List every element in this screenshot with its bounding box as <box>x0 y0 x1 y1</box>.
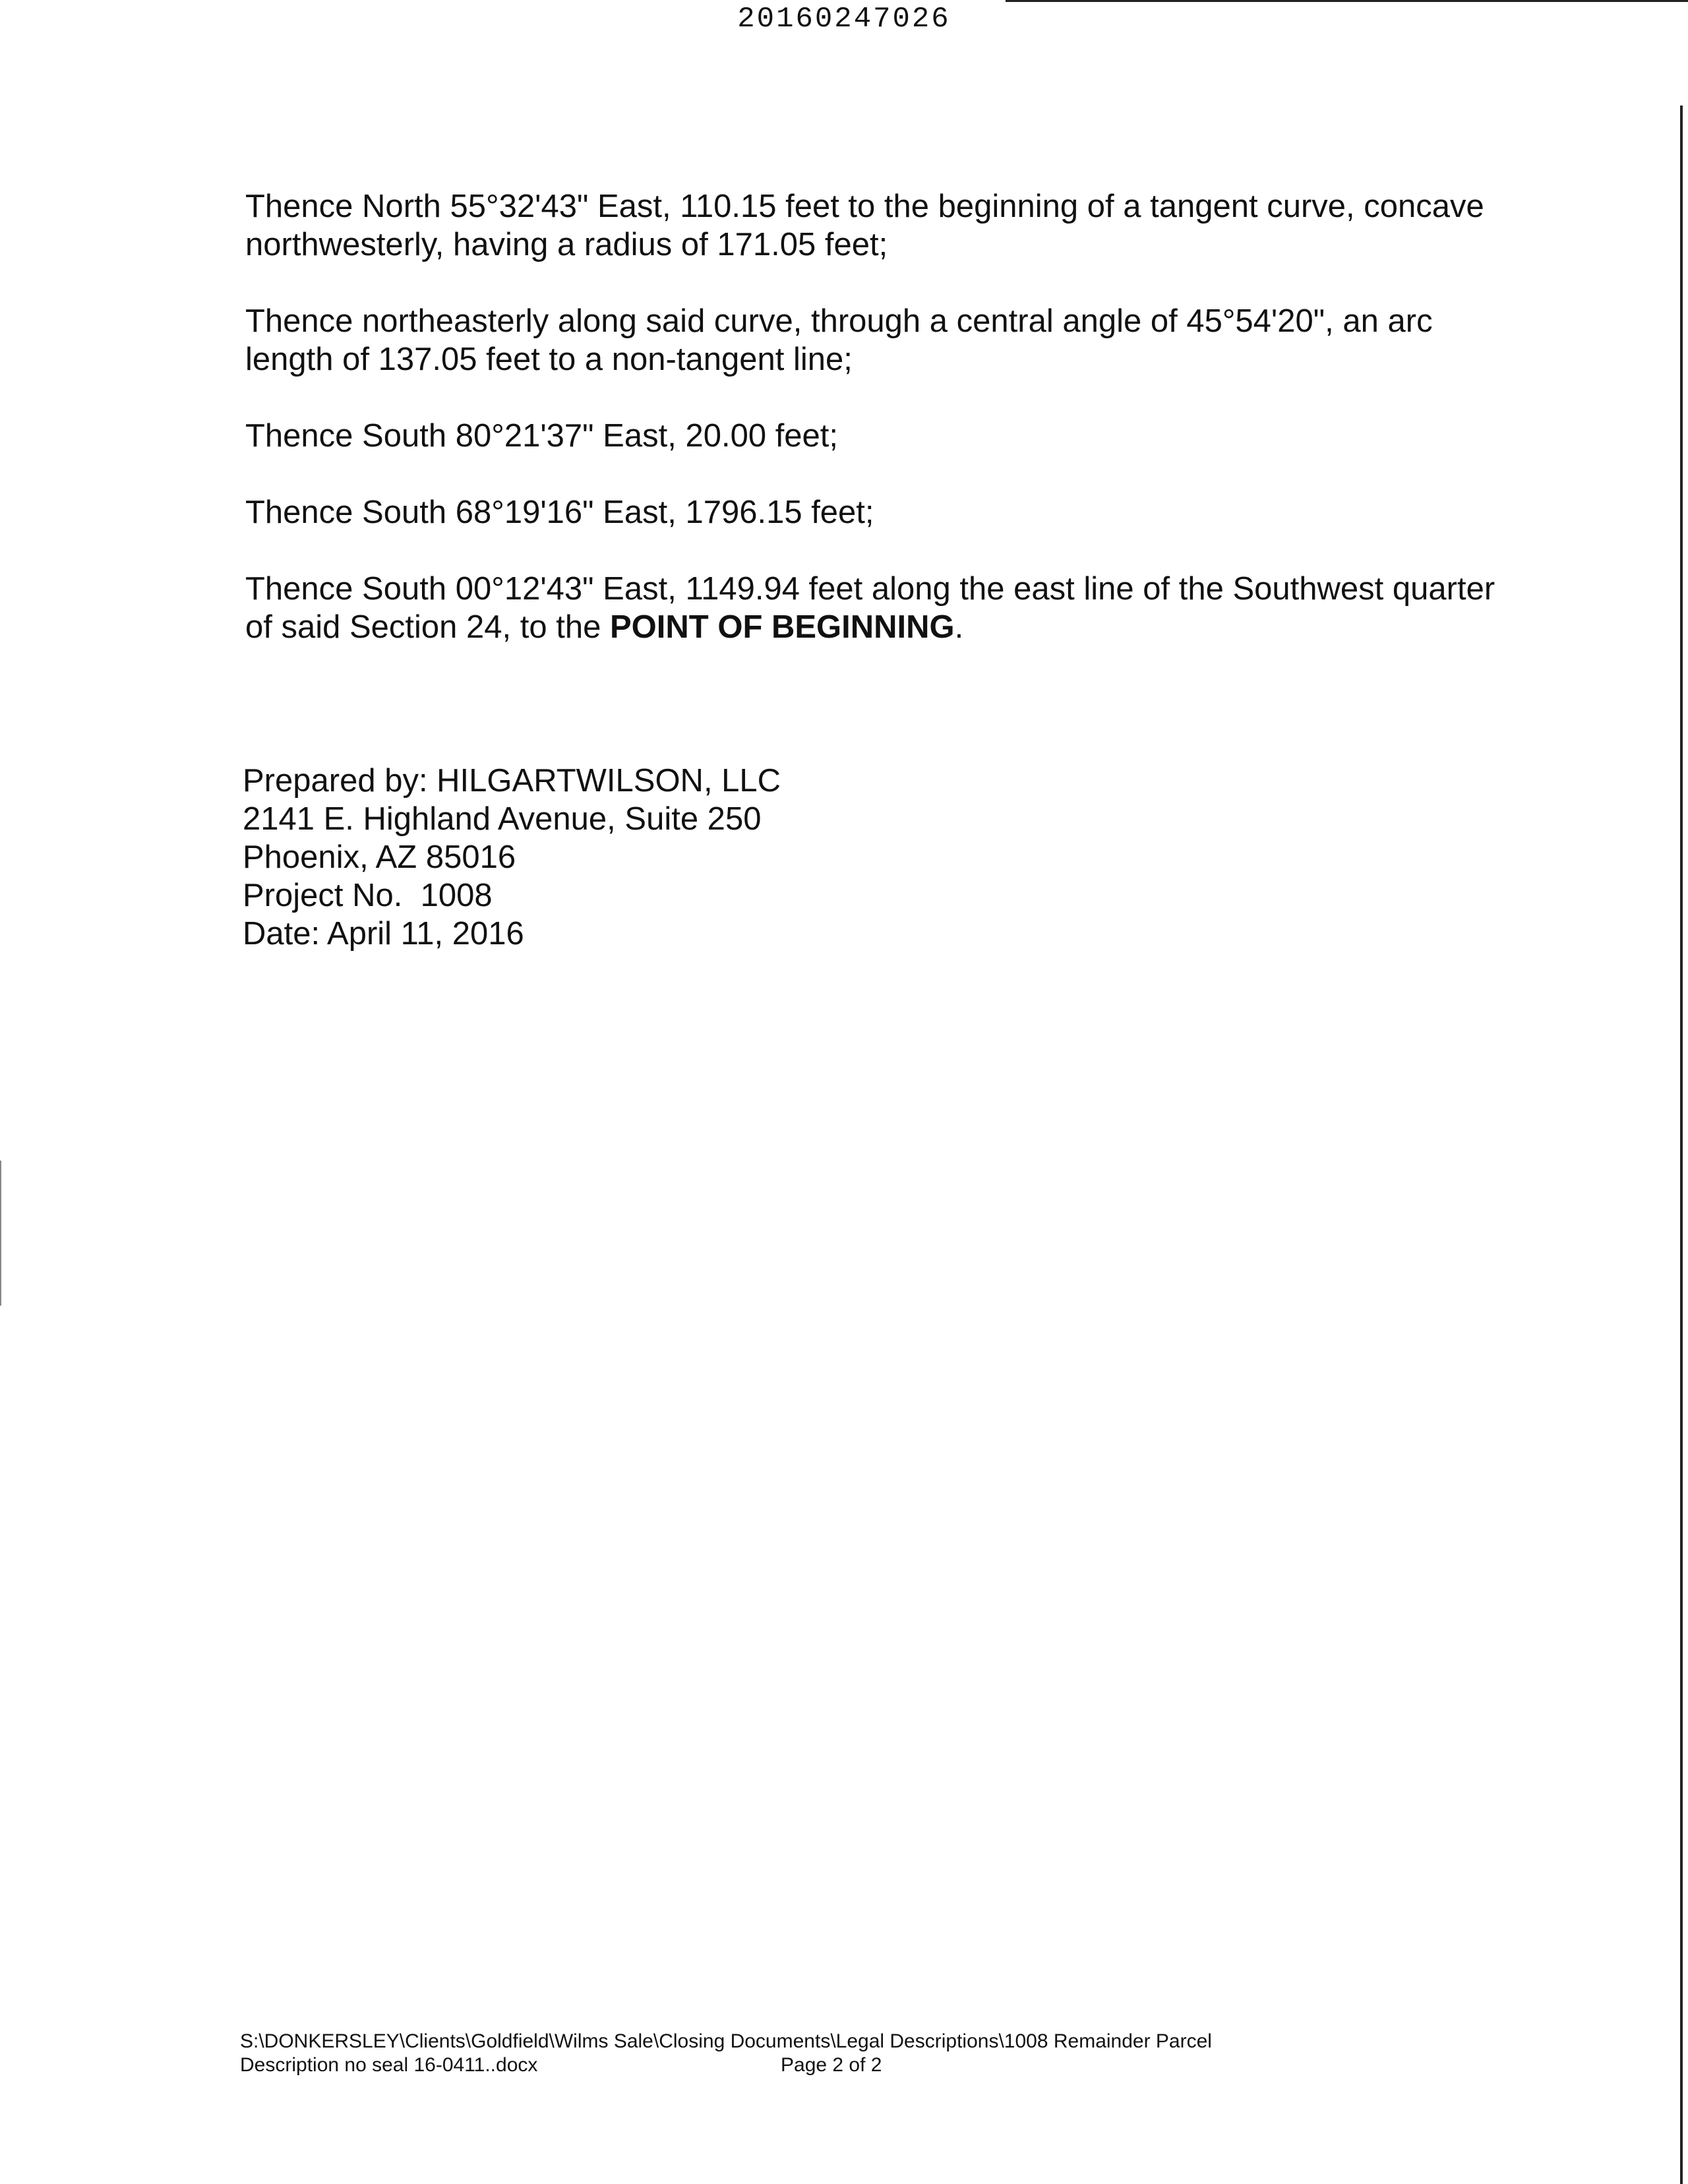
scan-border-left <box>0 1161 1 1306</box>
prepared-by-block <box>243 762 1166 953</box>
course-paragraph-3: Thence South 80°21'37" East, 20.00 feet; <box>245 418 839 454</box>
recording-number: 20160247026 <box>737 3 951 36</box>
scan-border-right <box>1680 106 1683 2184</box>
scan-border-top <box>1006 0 1688 2</box>
file-path-line-2: Description no seal 16-0411..docx <box>240 2054 538 2076</box>
page-number: Page 2 of 2 <box>781 2054 882 2076</box>
address-line: 2141 E. Highland Avenue, Suite 250 <box>243 801 762 837</box>
project-number: Project No. 1008 <box>243 878 493 913</box>
course-paragraph-5-end: . <box>954 609 964 645</box>
course-paragraph-2: Thence northeasterly along said curve, through a central angle of 45°54'20", an arc length of 137.05 feet to a non-tangent line; <box>245 303 1433 377</box>
prepared-by-line: Prepared by: HILGARTWILSON, LLC <box>243 763 781 799</box>
course-paragraph-4: Thence South 68°19'16" East, 1796.15 feet; <box>245 495 874 530</box>
legal-description <box>245 187 1498 684</box>
document-date: Date: April 11, 2016 <box>243 916 524 952</box>
point-of-beginning: POINT OF BEGINNING <box>609 609 955 645</box>
course-paragraph-5 <box>245 570 1498 646</box>
course-paragraph-1: Thence North 55°32'43" East, 110.15 feet to the beginning of a tangent curve, concave northwesterly, having a radius of 171.05 feet; <box>245 189 1484 262</box>
city-state-zip: Phoenix, AZ 85016 <box>243 839 516 875</box>
course-paragraph-5-text: Thence South 00°12'43" East, 1149.94 feet along the east line of the Southwest quarter of said Section 24, to the <box>245 571 1495 645</box>
file-path-line-1: S:\DONKERSLEY\Clients\Goldfield\Wilms Sale\Closing Documents\Legal Descriptions\1008 Remainder Parcel <box>240 2030 1212 2052</box>
page-footer <box>240 2030 1559 2077</box>
footer-row-2 <box>240 2053 1559 2077</box>
